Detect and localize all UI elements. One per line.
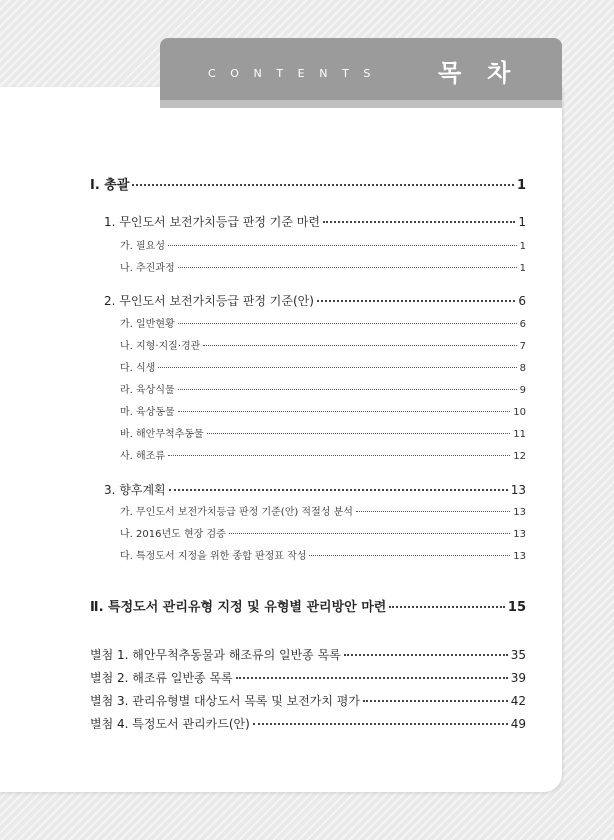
- toc-appendix-3[interactable]: [90, 692, 526, 709]
- toc-title: 별첨 1. 해안무척추동물과 해조류의 일반종 목록: [90, 648, 341, 662]
- header-underline-band: [160, 100, 562, 108]
- toc-subsection-2g[interactable]: [120, 447, 526, 462]
- toc-title: 라. 육상식물: [120, 385, 175, 396]
- toc-page: 7: [519, 341, 526, 352]
- toc-title: 별첨 4. 특정도서 관리카드(안): [90, 717, 250, 731]
- toc-page: 35: [510, 648, 526, 662]
- dot-leader: [178, 411, 511, 412]
- dot-leader: [132, 184, 514, 186]
- toc-subsection-1a[interactable]: [120, 237, 526, 252]
- toc-title: 3. 향후계획: [104, 483, 166, 497]
- dot-leader: [323, 221, 515, 223]
- toc-title: 마. 육상동물: [120, 407, 175, 418]
- toc-subsection-3b[interactable]: [120, 525, 526, 540]
- toc-page: 9: [519, 385, 526, 396]
- toc-page: 42: [510, 694, 526, 708]
- toc-page: 13: [513, 507, 526, 518]
- header-korean-title: 목차: [438, 59, 537, 87]
- dot-leader: [363, 700, 508, 702]
- toc-chapter-2[interactable]: [90, 596, 526, 615]
- dot-leader: [389, 606, 505, 608]
- toc-title: 가. 필요성: [120, 241, 165, 252]
- toc-appendix-1[interactable]: [90, 646, 526, 663]
- toc-subsection-1b[interactable]: [120, 259, 526, 274]
- toc-page: 13: [513, 551, 526, 562]
- toc-appendix-2[interactable]: [90, 669, 526, 686]
- toc-subsection-3c[interactable]: [120, 547, 526, 562]
- toc-subsection-2c[interactable]: [120, 359, 526, 374]
- toc-title: 다. 특정도서 지정을 위한 종합 판정표 작성: [120, 551, 307, 562]
- toc-title: 나. 지형·지질·경관: [120, 341, 201, 352]
- dot-leader: [229, 533, 510, 534]
- dot-leader: [178, 267, 517, 268]
- dot-leader: [178, 323, 517, 324]
- toc-page: 8: [519, 363, 526, 374]
- toc-page: 11: [513, 429, 526, 440]
- toc-page: 15: [507, 600, 526, 615]
- dot-leader: [203, 345, 516, 346]
- dot-leader: [178, 389, 517, 390]
- dot-leader: [169, 489, 508, 491]
- toc-title: 별첨 2. 해조류 일반종 목록: [90, 671, 233, 685]
- contents-header-tab: [160, 38, 562, 108]
- dot-leader: [309, 555, 510, 556]
- toc-title: 다. 식생: [120, 363, 156, 374]
- dot-leader: [344, 654, 508, 656]
- toc-section-2[interactable]: [104, 292, 526, 309]
- toc-page: 6: [519, 319, 526, 330]
- toc-subsection-2a[interactable]: [120, 315, 526, 330]
- dot-leader: [253, 723, 508, 725]
- toc-page: 10: [513, 407, 526, 418]
- dot-leader: [207, 433, 511, 434]
- toc-section-3[interactable]: [104, 481, 526, 498]
- toc-title: Ⅱ. 특정도서 관리유형 지정 및 유형별 관리방안 마련: [90, 600, 387, 615]
- toc-page: 13: [513, 529, 526, 540]
- toc-appendix-4[interactable]: [90, 715, 526, 732]
- toc-page: 1: [519, 241, 526, 252]
- toc-page: 1: [516, 178, 526, 193]
- dot-leader: [356, 511, 510, 512]
- dot-leader: [236, 677, 508, 679]
- toc-title: 2. 무인도서 보전가치등급 판정 기준(안): [104, 294, 314, 308]
- toc-title: Ⅰ. 총괄: [90, 178, 130, 193]
- toc-page: 1: [518, 215, 526, 229]
- toc-page: 12: [513, 451, 526, 462]
- toc-page: 49: [510, 717, 526, 731]
- toc-chapter-1[interactable]: [90, 174, 526, 193]
- toc-page: 6: [518, 294, 526, 308]
- toc-subsection-2e[interactable]: [120, 403, 526, 418]
- toc-page: 39: [510, 671, 526, 685]
- toc-section-1[interactable]: [104, 213, 526, 230]
- dot-leader: [168, 245, 517, 246]
- dot-leader: [317, 300, 515, 302]
- toc-title: 나. 2016년도 현장 검증: [120, 529, 226, 540]
- toc-page: 1: [519, 263, 526, 274]
- toc-title: 1. 무인도서 보전가치등급 판정 기준 마련: [104, 215, 320, 229]
- toc-subsection-3a[interactable]: [120, 503, 526, 518]
- toc-subsection-2d[interactable]: [120, 381, 526, 396]
- toc-page: 13: [510, 483, 526, 497]
- toc-title: 사. 해조류: [120, 451, 165, 462]
- header-english-title: CONTENTS: [208, 67, 385, 80]
- toc-title: 나. 추진과정: [120, 263, 175, 274]
- dot-leader: [158, 367, 516, 368]
- dot-leader: [168, 455, 510, 456]
- toc-title: 별첨 3. 관리유형별 대상도서 목록 및 보전가치 평가: [90, 694, 360, 708]
- toc-subsection-2b[interactable]: [120, 337, 526, 352]
- toc-title: 가. 무인도서 보전가치등급 판정 기준(안) 적절성 분석: [120, 507, 353, 518]
- toc-subsection-2f[interactable]: [120, 425, 526, 440]
- toc-title: 바. 해안무척추동물: [120, 429, 204, 440]
- toc-title: 가. 일반현황: [120, 319, 175, 330]
